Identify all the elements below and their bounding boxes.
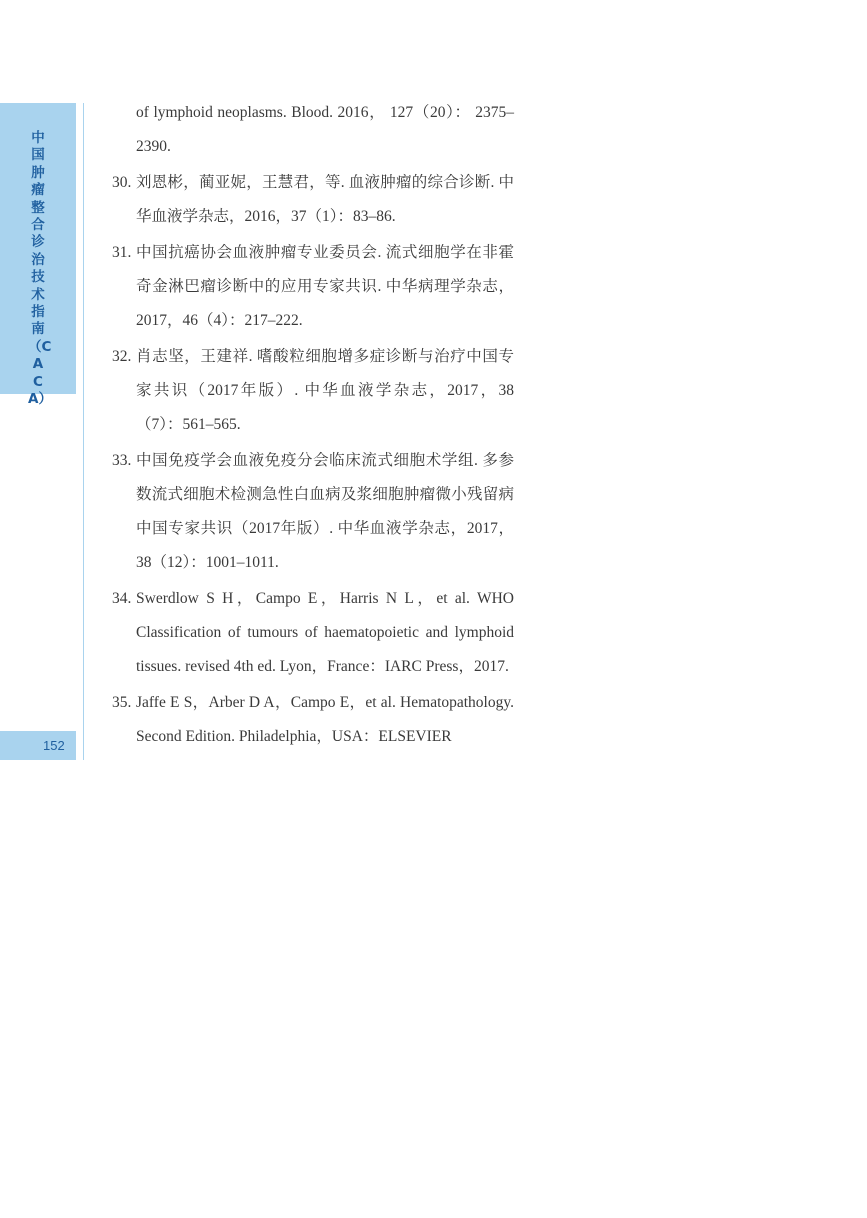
reference-text: 中国免疫学会血液免疫分会临床流式细胞术学组. 多参数流式细胞术检测急性白血病及浆细胞肿瘤微小残留病中国专家共识（2017年版）. 中华血液学杂志，2017，38（12）：1001–1011.	[136, 452, 514, 571]
reference-number: 35.	[112, 694, 132, 711]
reference-number: 31.	[112, 244, 132, 261]
reference-number: 33.	[112, 452, 132, 469]
reference-item	[112, 582, 514, 684]
reference-number: 34.	[112, 590, 132, 607]
reference-text: 肖志坚，王建祥. 嗜酸粒细胞增多症诊断与治疗中国专家共识（2017年版）. 中华血液学杂志，2017，38（7）：561–565.	[136, 348, 514, 433]
reference-item	[112, 166, 514, 234]
reference-number: 30.	[112, 174, 132, 191]
reference-text: 刘恩彬，蔺亚妮，王慧君，等. 血液肿瘤的综合诊断. 中华血液学杂志，2016，37（1）：83–86.	[136, 174, 514, 225]
reference-list	[112, 96, 514, 754]
reference-continuation: of lymphoid neoplasms. Blood. 2016， 127（20）： 2375–2390.	[136, 104, 514, 155]
reference-item	[112, 236, 514, 338]
reference-item	[112, 340, 514, 442]
reference-number: 32.	[112, 348, 132, 365]
reference-text: 中国抗癌协会血液肿瘤专业委员会. 流式细胞学在非霍奇金淋巴瘤诊断中的应用专家共识. 中华病理学杂志，2017，46（4）：217–222.	[136, 244, 514, 329]
reference-item	[112, 444, 514, 580]
margin-rule	[83, 103, 84, 760]
reference-item	[112, 686, 514, 754]
reference-text: Swerdlow S H，Campo E，Harris N L，et al. WHO Classification of tumours of haematopoietic and lymphoid tissues. revised 4th ed. Lyon，France：IARC Press，2017.	[136, 590, 514, 675]
chapter-title-vertical: 中国肿瘤整合诊治技术指南（CACA）	[28, 130, 52, 408]
reference-text: Jaffe E S，Arber D A，Campo E，et al. Hematopathology. Second Edition. Philadelphia，USA：ELSEVIER	[136, 694, 514, 745]
page-number: 152	[43, 738, 65, 753]
